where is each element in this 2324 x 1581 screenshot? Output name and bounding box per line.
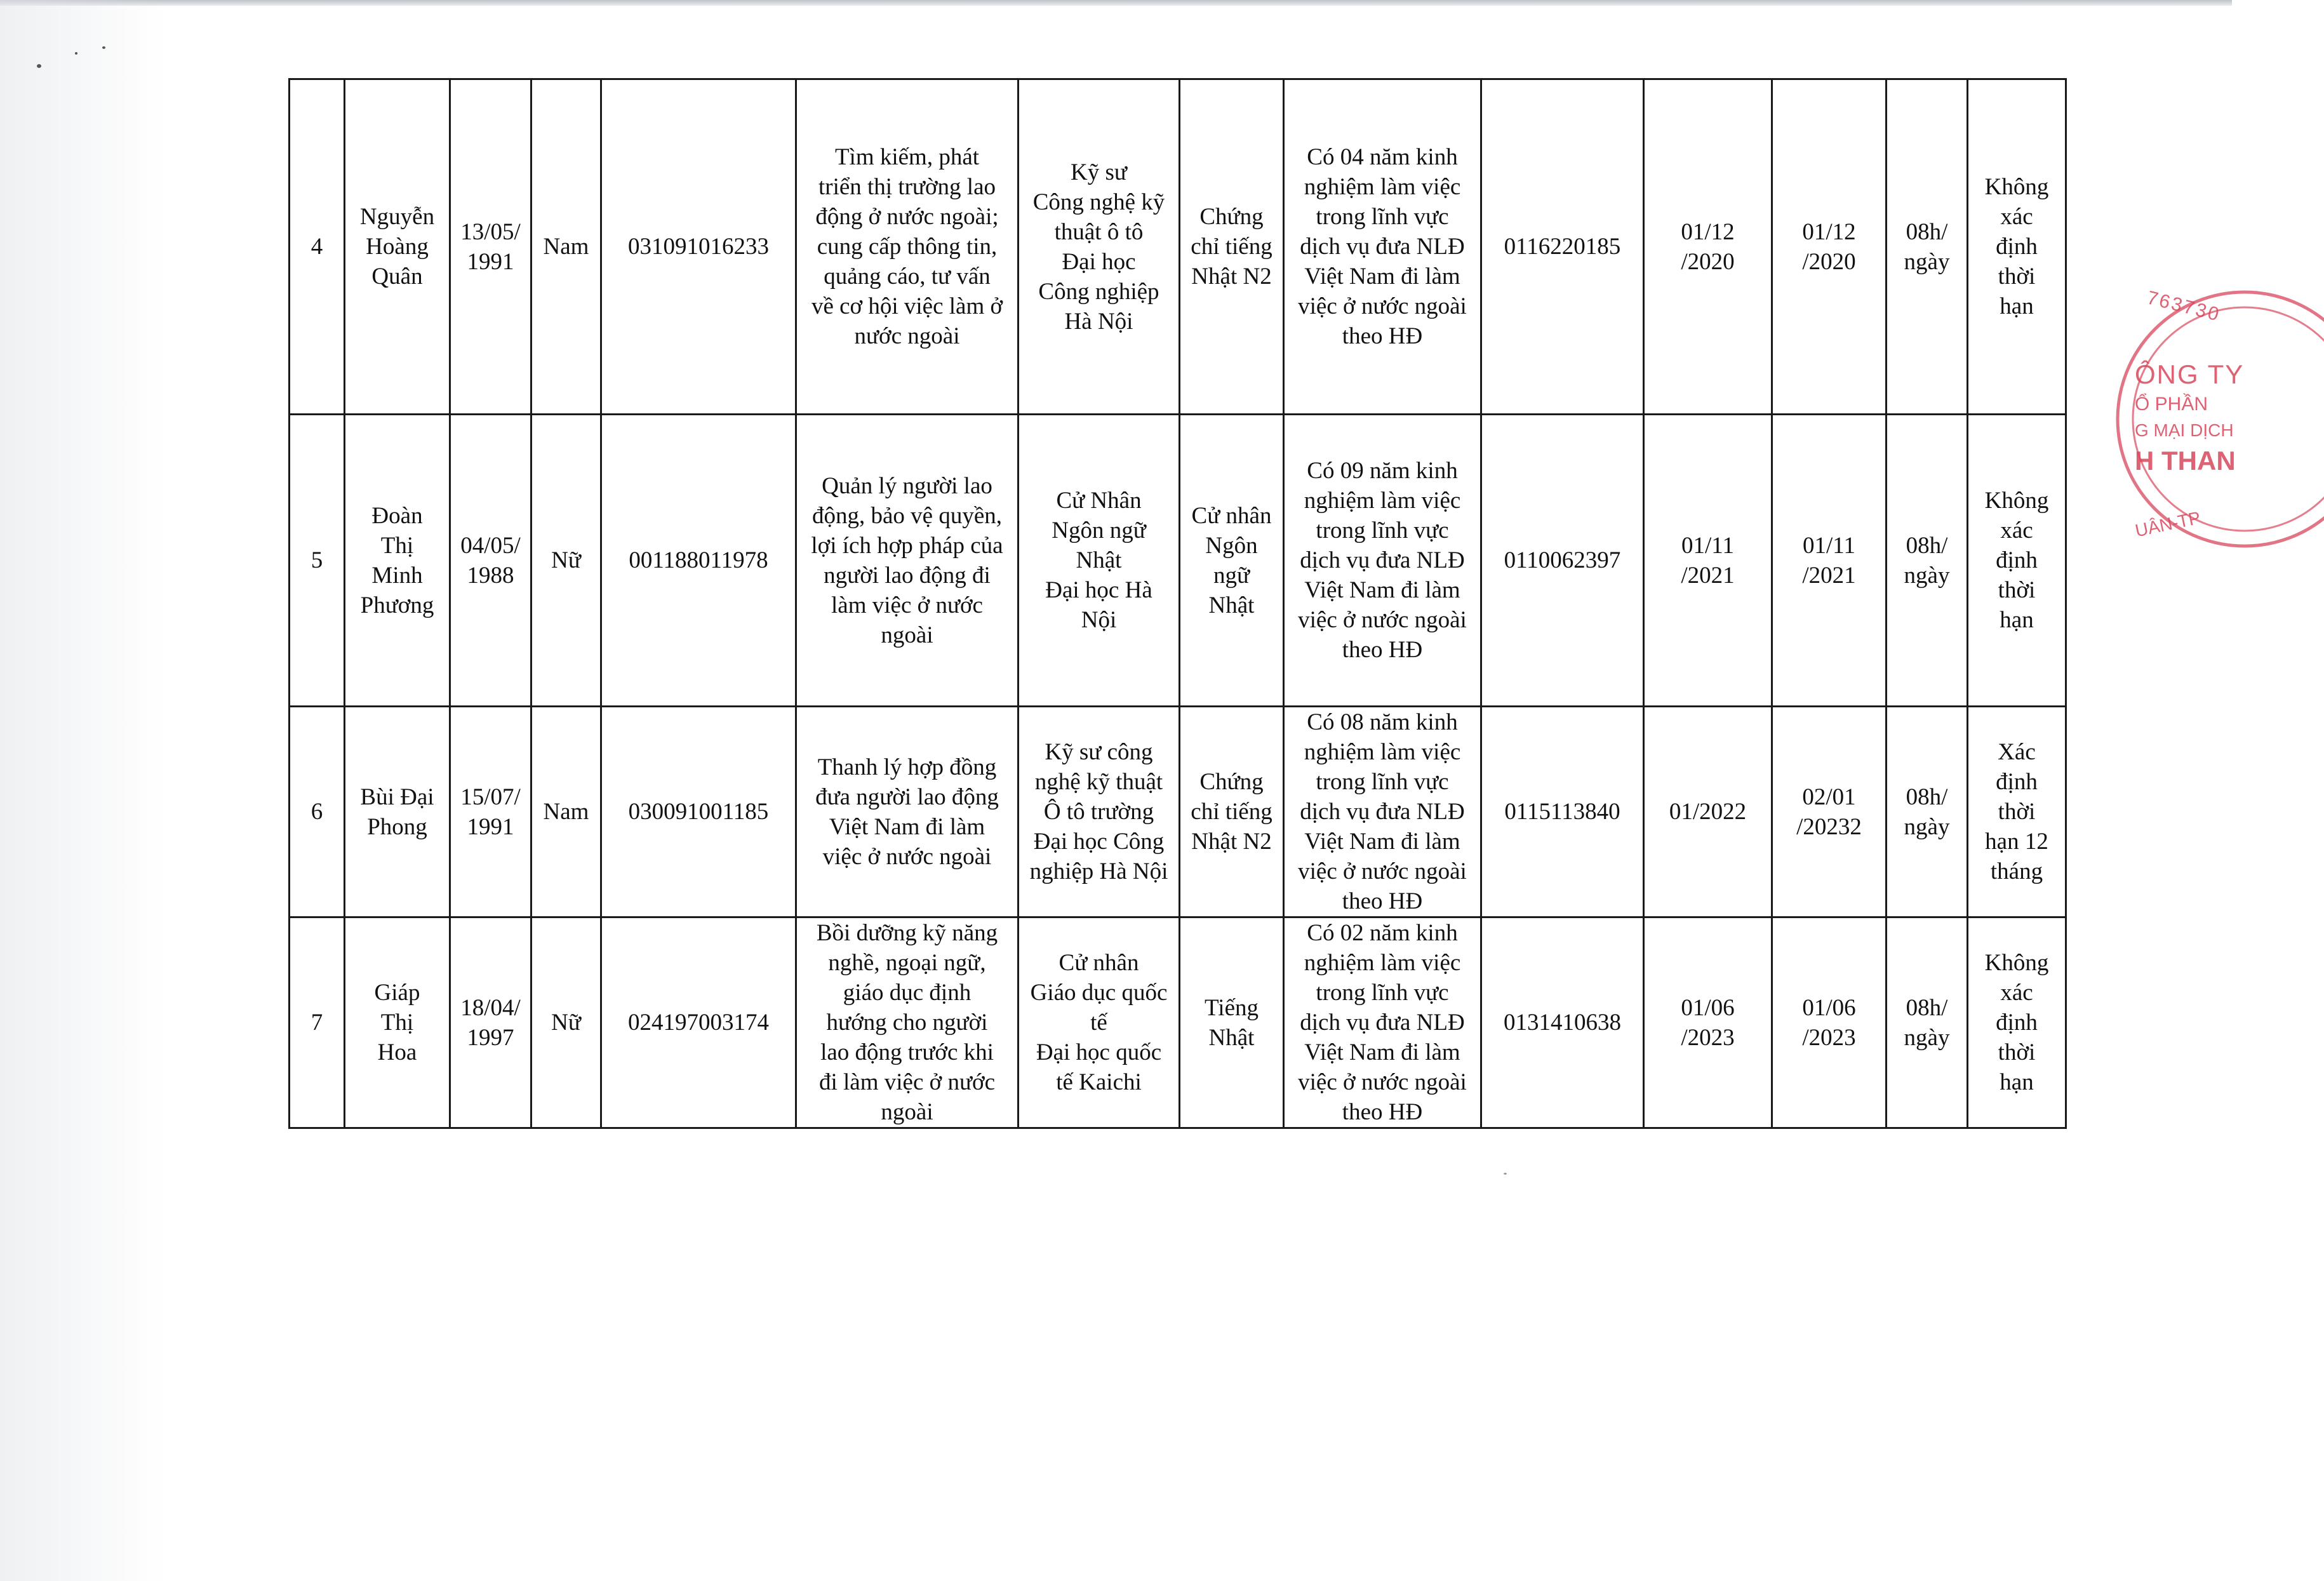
id-number-cell: 031091016233 xyxy=(601,79,796,415)
education-cell: Kỹ sư công nghệ kỹ thuật Ô tô trường Đại học Công nghiệp Hà Nội xyxy=(1018,707,1180,917)
contract-date-cell: 01/06 /2023 xyxy=(1772,917,1887,1128)
stamp-text: Ổ PHẦN xyxy=(2135,394,2208,415)
gender-cell: Nam xyxy=(531,79,601,415)
working-hours-cell: 08h/ ngày xyxy=(1887,415,1968,707)
dob-cell: 18/04/ 1997 xyxy=(450,917,531,1128)
dob-cell: 13/05/ 1991 xyxy=(450,79,531,415)
table-row xyxy=(290,415,2066,707)
id-number-cell: 001188011978 xyxy=(601,415,796,707)
language-cell: Chứng chỉ tiếng Nhật N2 xyxy=(1180,79,1284,415)
insurance-number-cell: 0116220185 xyxy=(1481,79,1644,415)
dob-cell: 04/05/ 1988 xyxy=(450,415,531,707)
name-cell: Giáp Thị Hoa xyxy=(345,917,450,1128)
scan-speck xyxy=(75,52,77,55)
start-date-cell: 01/2022 xyxy=(1644,707,1772,917)
id-number-cell: 024197003174 xyxy=(601,917,796,1128)
dob-cell: 15/07/ 1991 xyxy=(450,707,531,917)
language-cell: Chứng chỉ tiếng Nhật N2 xyxy=(1180,707,1284,917)
duty-cell: Tìm kiếm, phát triển thị trường lao động ở nước ngoài; cung cấp thông tin, quảng cáo, tư vấn về cơ hội việc làm ở nước ngoài xyxy=(796,79,1018,415)
start-date-cell: 01/06 /2023 xyxy=(1644,917,1772,1128)
scan-left-shade xyxy=(0,0,165,1581)
contract-date-cell: 01/11 /2021 xyxy=(1772,415,1887,707)
contract-term-cell: Xác định thời hạn 12 tháng xyxy=(1968,707,2066,917)
contract-term-cell: Không xác định thời hạn xyxy=(1968,917,2066,1128)
staff-table xyxy=(288,78,2067,1129)
stamp-text: H THAN xyxy=(2135,446,2236,476)
insurance-number-cell: 0131410638 xyxy=(1481,917,1644,1128)
experience-cell: Có 04 năm kinh nghiệm làm việc trong lĩnh vực dịch vụ đưa NLĐ Việt Nam đi làm việc ở nước ngoài theo HĐ xyxy=(1284,79,1481,415)
experience-cell: Có 08 năm kinh nghiệm làm việc trong lĩnh vực dịch vụ đưa NLĐ Việt Nam đi làm việc ở nước ngoài theo HĐ xyxy=(1284,707,1481,917)
education-cell: Cử Nhân Ngôn ngữ Nhật Đại học Hà Nội xyxy=(1018,415,1180,707)
table-row xyxy=(290,79,2066,415)
gender-cell: Nữ xyxy=(531,415,601,707)
table-row xyxy=(290,917,2066,1128)
stamp-text: ÔNG TY xyxy=(2135,359,2245,389)
contract-term-cell: Không xác định thời hạn xyxy=(1968,79,2066,415)
start-date-cell: 01/11 /2021 xyxy=(1644,415,1772,707)
stamp-text: G MẠI DỊCH xyxy=(2135,420,2234,440)
contract-date-cell: 02/01 /20232 xyxy=(1772,707,1887,917)
working-hours-cell: 08h/ ngày xyxy=(1887,707,1968,917)
experience-cell: Có 09 năm kinh nghiệm làm việc trong lĩnh vực dịch vụ đưa NLĐ Việt Nam đi làm việc ở nước ngoài theo HĐ xyxy=(1284,415,1481,707)
gender-cell: Nữ xyxy=(531,917,601,1128)
insurance-number-cell: 0110062397 xyxy=(1481,415,1644,707)
scan-speck xyxy=(102,46,105,49)
stt-cell: 4 xyxy=(290,79,345,415)
stamp-text: UÂN-TP xyxy=(2133,507,2203,541)
working-hours-cell: 08h/ ngày xyxy=(1887,917,1968,1128)
contract-term-cell: Không xác định thời hạn xyxy=(1968,415,2066,707)
insurance-number-cell: 0115113840 xyxy=(1481,707,1644,917)
duty-cell: Quản lý người lao động, bảo vệ quyền, lợi ích hợp pháp của người lao động đi làm việc ở nước ngoài xyxy=(796,415,1018,707)
stt-cell: 5 xyxy=(290,415,345,707)
duty-cell: Thanh lý hợp đồng đưa người lao động Việt Nam đi làm việc ở nước ngoài xyxy=(796,707,1018,917)
gender-cell: Nam xyxy=(531,707,601,917)
language-cell: Tiếng Nhật xyxy=(1180,917,1284,1128)
duty-cell: Bồi dưỡng kỹ năng nghề, ngoại ngữ, giáo dục định hướng cho người lao động trước khi đi làm việc ở nước ngoài xyxy=(796,917,1018,1128)
table-row xyxy=(290,707,2066,917)
name-cell: Bùi Đại Phong xyxy=(345,707,450,917)
contract-date-cell: 01/12 /2020 xyxy=(1772,79,1887,415)
experience-cell: Có 02 năm kinh nghiệm làm việc trong lĩnh vực dịch vụ đưa NLĐ Việt Nam đi làm việc ở nước ngoài theo HĐ xyxy=(1284,917,1481,1128)
stamp-text: 763730 xyxy=(2144,287,2223,326)
stt-cell: 7 xyxy=(290,917,345,1128)
name-cell: Nguyễn Hoàng Quân xyxy=(345,79,450,415)
start-date-cell: 01/12 /2020 xyxy=(1644,79,1772,415)
scan-speck xyxy=(37,64,41,68)
company-stamp xyxy=(2108,273,2324,565)
stt-cell: 6 xyxy=(290,707,345,917)
education-cell: Cử nhân Giáo dục quốc tế Đại học quốc tế Kaichi xyxy=(1018,917,1180,1128)
language-cell: Cử nhân Ngôn ngữ Nhật xyxy=(1180,415,1284,707)
scan-speck xyxy=(1504,1173,1507,1175)
education-cell: Kỹ sư Công nghệ kỹ thuật ô tô Đại học Công nghiệp Hà Nội xyxy=(1018,79,1180,415)
working-hours-cell: 08h/ ngày xyxy=(1887,79,1968,415)
id-number-cell: 030091001185 xyxy=(601,707,796,917)
name-cell: Đoàn Thị Minh Phương xyxy=(345,415,450,707)
scan-top-edge xyxy=(0,0,2232,6)
